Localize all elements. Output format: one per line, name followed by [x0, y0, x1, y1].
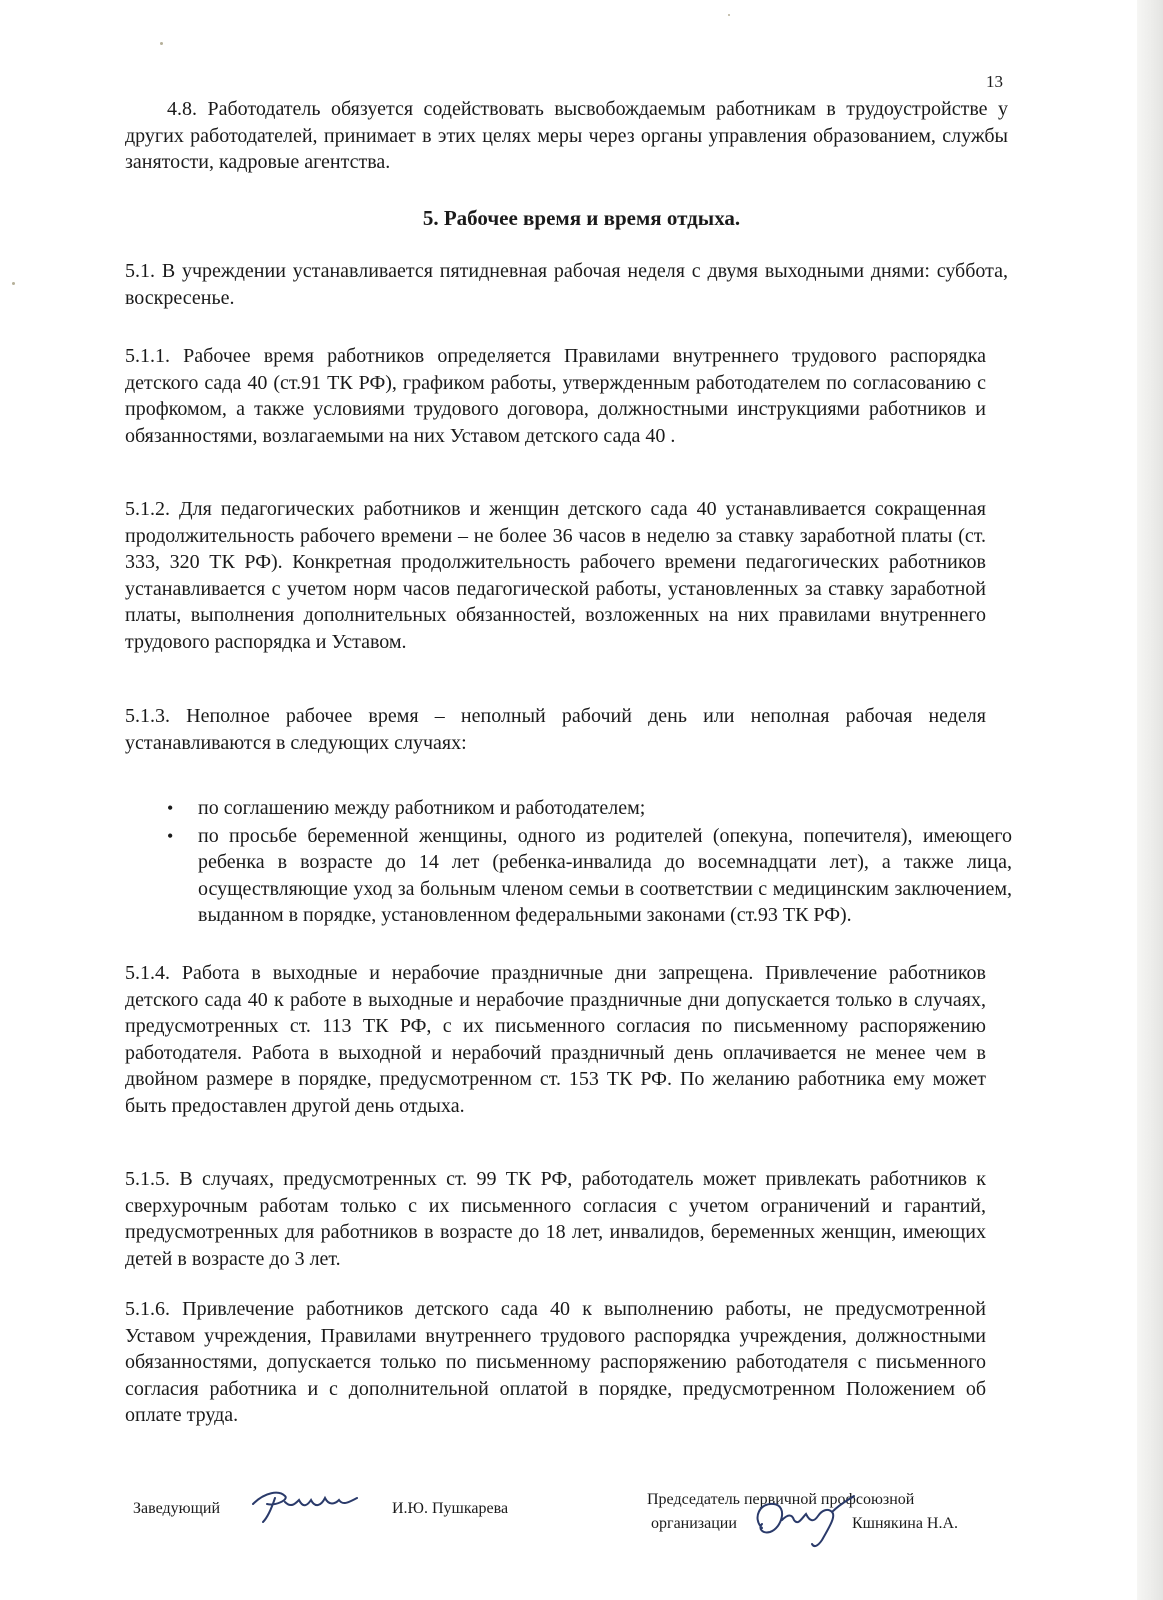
scan-edge-shadow [1137, 0, 1163, 1600]
paragraph-5-1-3: 5.1.3. Неполное рабочее время – неполный рабочий день или неполная рабочая неделя устанавливаются в следующих случаях: [125, 705, 986, 754]
signatory-left-title: Заведующий [133, 1500, 221, 1517]
signatory-right-org: организации [651, 1515, 737, 1532]
bullet-icon: • [167, 798, 174, 818]
list-item [162, 823, 1012, 929]
scan-speck [728, 14, 730, 16]
signatory-right-name: Кшнякина Н.А. [852, 1515, 959, 1532]
bullet-icon: • [167, 825, 174, 846]
list-item [162, 795, 1012, 822]
list-item-text: по соглашению между работником и работодателем; [198, 797, 646, 819]
signatory-right-title: Председатель первичной профсоюзной [647, 1491, 915, 1508]
signatory-left-name: И.Ю. Пушкарева [392, 1500, 509, 1517]
paragraph-5-1-1: 5.1.1. Рабочее время работников определяется Правилами внутреннего трудового распорядка детского сада 40 (ст.91 ТК РФ), графиком работы, утвержденным работодателем по согласованию с профкомом, а также условиями трудового договора, должностными инструкциями работников и обязанностями, возлагаемыми на них Уставом детского сада 40 . [125, 345, 986, 447]
page-number: 13 [986, 72, 1003, 91]
signature-right-icon [748, 1488, 860, 1552]
paragraph-5-1-6: 5.1.6. Привлечение работников детского сада 40 к выполнению работы, не предусмотренной Уставом учреждения, Правилами внутреннего трудового распорядка учреждения, должностными обязанностями, допускается только по письменному распоряжению работодателя с письменного согласия работника и с дополнительной оплатой в порядке, предусмотренном Положением об оплате труда. [125, 1298, 986, 1426]
section-heading: 5. Рабочее время и время отдыха. [422, 206, 741, 230]
bullet-list [162, 795, 1012, 930]
scan-speck [160, 42, 163, 45]
paragraph-5-1: 5.1. В учреждении устанавливается пятидневная рабочая неделя с двумя выходными днями: суббота, воскресенье. [125, 260, 1008, 309]
signature-left-icon [245, 1478, 370, 1528]
paragraph-5-1-5: 5.1.5. В случаях, предусмотренных ст. 99 ТК РФ, работодатель может привлекать работников к сверхурочным работам только с их письменного согласия с учетом ограничений и гарантий, предусмотренных для работников в возрасте до 18 лет, инвалидов, беременных женщин, имеющих детей в возрасте до 3 лет. [125, 1168, 986, 1270]
paragraph-5-1-2: 5.1.2. Для педагогических работников и женщин детского сада 40 устанавливается сокращенная продолжительность рабочего времени – не более 36 часов в неделю за ставку заработной платы (ст. 333, 320 ТК РФ). Конкретная продолжительность рабочего времени педагогических работников устанавливается с учетом норм часов педагогической работы, установленных за ставку заработной платы, выполнения дополнительных обязанностей, возложенных на них правилами внутреннего трудового распорядка и Уставом. [125, 498, 986, 653]
paragraph-5-1-4: 5.1.4. Работа в выходные и нерабочие праздничные дни запрещена. Привлечение работников детского сада 40 к работе в выходные и нерабочие праздничные дни допускается только в случаях, предусмотренных ст. 113 ТК РФ, с их письменного согласия по письменному распоряжению работодателя. Работа в выходной и нерабочий праздничный день оплачивается не менее чем в двойном размере в порядке, предусмотренном ст. 153 ТК РФ. По желанию работника ему может быть предоставлен другой день отдыха. [125, 962, 986, 1117]
paragraph-4-8 [125, 96, 1008, 176]
paragraph-4-8-text: 4.8. Работодатель обязуется содействовать высвобождаемым работникам в трудоустройстве у других работодателей, принимает в этих целях меры через органы управления образованием, службы занятости, кадровые агентства. [125, 98, 1008, 173]
list-item-text: по просьбе беременной женщины, одного из родителей (опекуна, попечителя), имеющего ребенка в возрасте до 14 лет (ребенка-инвалида до восемнадцати лет), а также лица, осуществляющие уход за больным членом семьи в соответствии с медицинским заключением, выданном в порядке, установленном федеральными законами (ст.93 ТК РФ). [198, 824, 1012, 926]
scan-speck [12, 282, 15, 285]
